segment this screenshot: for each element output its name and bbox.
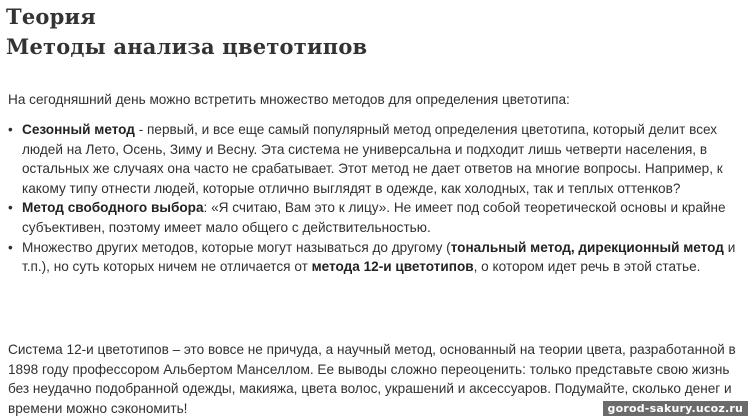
method-name: Метод свободного выбора — [22, 200, 204, 216]
list-item-free-choice-method — [8, 198, 738, 237]
method-name: метода 12-и цветотипов — [311, 259, 474, 275]
page-title: Теория — [6, 4, 96, 29]
method-name: Сезонный метод — [22, 122, 135, 137]
page-subtitle: Методы анализа цветотипов — [6, 34, 368, 59]
list-item-seasonal-method — [8, 120, 738, 198]
method-description: и т.п.), но суть которых ничем не отличается от — [22, 239, 736, 275]
bullet-icon: • — [8, 200, 13, 216]
list-item-other-methods — [8, 238, 738, 277]
method-description: : «Я считаю, Вам это к лицу». Не имеет под собой теоретической основы и крайне субъективен, поэтому имеет мало общего с действительностью. — [22, 200, 726, 235]
method-description: , о котором идет речь в этой статье. — [473, 259, 701, 275]
bullet-icon: • — [8, 239, 13, 255]
intro-paragraph: На сегодняшний день можно встретить множество методов для определения цветотипа: — [8, 92, 570, 107]
method-description: Множество других методов, которые могут называться до другому ( — [22, 239, 451, 255]
outro-paragraph: Система 12-и цветотипов – это вовсе не причуда, а научный метод, основанный на теории цвета, разработанной в 1898 году профессором Альбертом Манселлом. Ее выводы сложно переоценить: только представьте свою жизнь без неудачно подобранной одежды, макияжа, цвета волос, украшений и аксессуаров. Подумайте, сколько денег и времени можно сэкономить! — [8, 342, 736, 416]
bullet-icon: • — [8, 122, 13, 137]
site-watermark: gorod-sakury.ucoz.ru — [603, 401, 748, 416]
methods-list — [8, 120, 738, 277]
method-description: - первый, и все еще самый популярный метод определения цветотипа, который делит всех людей на Лето, Осень, Зиму и Весну. Эта система не универсальна и подходит лишь четверти населения, в остальных же случаях она часто не срабатывает. Этот метод не дает ответов на многие вопросы. Например, к какому типу отнести людей, которые отлично выглядят в одежде, как холодных, так и теплых оттенков? — [22, 122, 723, 196]
method-name: тональный метод, дирекционный метод — [450, 239, 724, 255]
